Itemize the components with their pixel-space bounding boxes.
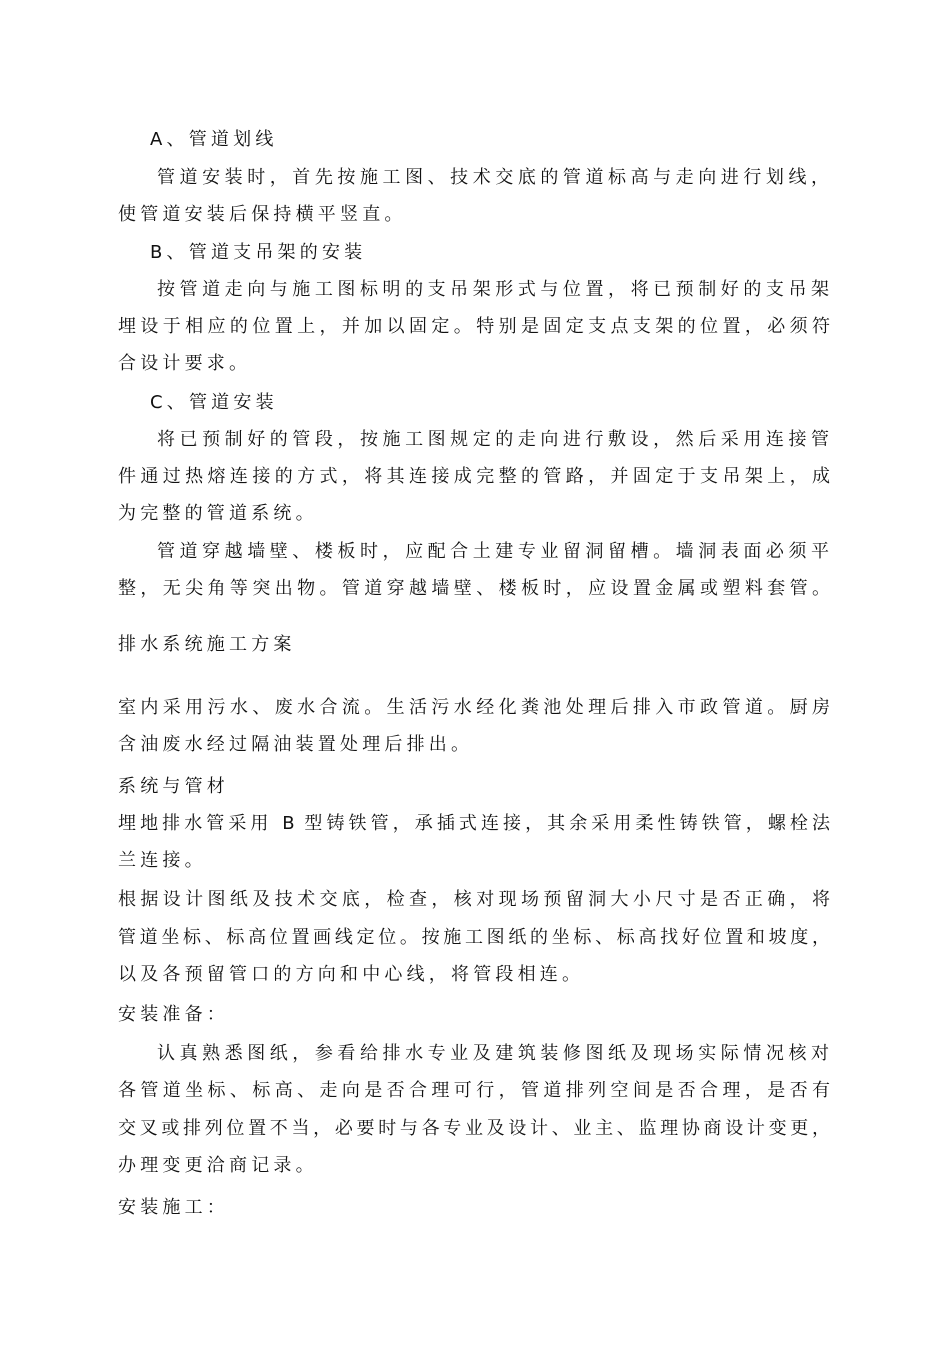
system-title: 系统与管材 [118, 776, 229, 797]
section-b-line-1: 按管道走向与施工图标明的支吊架形式与位置，将已预制好的支吊架 [157, 279, 829, 300]
system-line-1: 埋地排水管采用 B 型铸铁管，承插式连接，其余采用柔性铸铁管，螺栓法 [118, 813, 830, 834]
section-b-title: B、管道支吊架的安装 [150, 242, 367, 263]
system-line-2: 兰连接。 [118, 850, 207, 871]
section-c-line-1: 将已预制好的管段，按施工图规定的走向进行敷设，然后采用连接管 [157, 429, 829, 450]
section-c-note-line-1: 管道穿越墙壁、楼板时，应配合土建专业留洞留槽。墙洞表面必须平 [157, 541, 829, 562]
prep-line-2: 各管道坐标、标高、走向是否合理可行，管道排列空间是否合理，是否有 [118, 1080, 830, 1101]
section-b-line-3: 合设计要求。 [118, 353, 252, 374]
drainage-intro-line-1: 室内采用污水、废水合流。生活污水经化粪池处理后排入市政管道。厨房 [118, 697, 830, 718]
prep-line-3: 交叉或排列位置不当，必要时与各专业及设计、业主、监理协商设计变更， [118, 1118, 830, 1139]
section-c-note-line-2: 整，无尖角等突出物。管道穿越墙壁、楼板时，应设置金属或塑料套管。 [118, 578, 830, 599]
check-line-1: 根据设计图纸及技术交底，检查，核对现场预留洞大小尺寸是否正确，将 [118, 889, 830, 910]
prep-line-4: 办理变更洽商记录。 [118, 1155, 318, 1176]
section-a-title: A、管道划线 [150, 129, 278, 150]
drainage-intro-line-2: 含油废水经过隔油装置处理后排出。 [118, 734, 474, 755]
section-b-line-2: 埋设于相应的位置上，并加以固定。特别是固定支点支架的位置，必须符 [118, 316, 830, 337]
section-a-line-1: 管道安装时，首先按施工图、技术交底的管道标高与走向进行划线， [157, 167, 829, 188]
section-c-line-3: 为完整的管道系统。 [118, 503, 318, 524]
section-c-title: C、管道安装 [150, 392, 278, 413]
construction-title: 安装施工： [118, 1197, 229, 1218]
prep-title: 安装准备： [118, 1004, 229, 1025]
section-a-line-2: 使管道安装后保持横平竖直。 [118, 204, 407, 225]
section-c-line-2: 件通过热熔连接的方式，将其连接成完整的管路，并固定于支吊架上，成 [118, 466, 830, 487]
prep-line-1: 认真熟悉图纸，参看给排水专业及建筑装修图纸及现场实际情况核对 [157, 1043, 829, 1064]
check-line-2: 管道坐标、标高位置画线定位。按施工图纸的坐标、标高找好位置和坡度， [118, 927, 830, 948]
check-line-3: 以及各预留管口的方向和中心线，将管段相连。 [118, 964, 585, 985]
drainage-title: 排水系统施工方案 [118, 634, 296, 655]
